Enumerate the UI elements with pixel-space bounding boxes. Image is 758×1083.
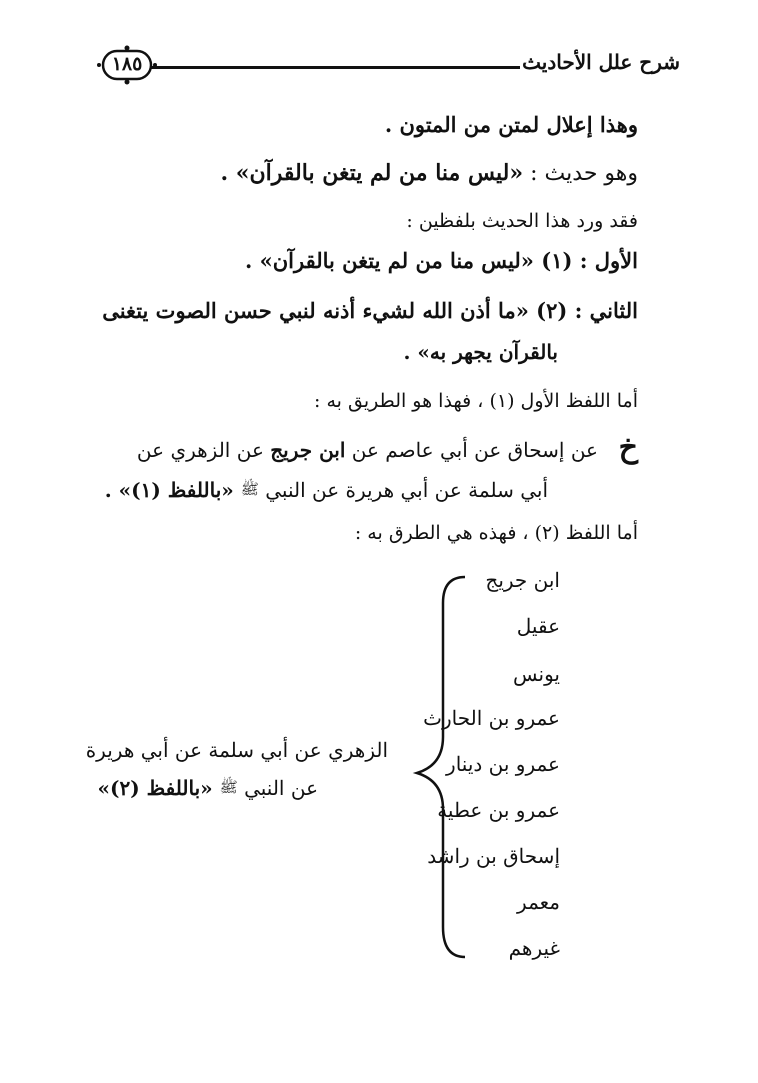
target-b1: عن النبي: [237, 776, 318, 800]
chain-line-1: [137, 438, 598, 462]
grouping-brace-icon: [405, 565, 475, 965]
hadith-intro-line: [220, 160, 638, 186]
page-number-badge: [96, 44, 158, 86]
second-wording: [102, 298, 638, 323]
header-rule: [150, 66, 520, 69]
target-b2: «باللفظ (٢)»: [97, 776, 220, 800]
two-wordings-line: فقد ورد هذا الحديث بلفظين :: [406, 210, 638, 232]
line-illal-matn: وهذا إعلال لمتن من المتون .: [384, 112, 638, 137]
first-text: (١) «ليس منا من لم يتغن بالقرآن» .: [245, 248, 580, 273]
chain2-a: أبي سلمة عن أبي هريرة عن النبي: [258, 478, 548, 502]
hadith-intro: وهو حديث :: [523, 161, 638, 186]
salla-symbol: ﷺ: [240, 480, 259, 498]
chain1-name: ابن جريج: [270, 438, 346, 462]
narrator-item: يونس: [513, 662, 560, 686]
salla-symbol: ﷺ: [219, 778, 238, 796]
page-number: ١٨٥: [111, 53, 143, 75]
narrator-item: عقيل: [516, 614, 560, 638]
chain-line-2: [105, 478, 548, 502]
first-label: الأول :: [579, 248, 638, 273]
common-chain-line-1: الزهري عن أبي سلمة عن أبي هريرة: [85, 738, 388, 762]
chain2-quote: «باللفظ (١)» .: [104, 478, 241, 502]
narrator-item: غيرهم: [508, 936, 560, 960]
second-text-a: (٢) «ما أذن الله لشيء أذنه لنبي حسن الصوت يتغنى: [102, 298, 575, 323]
narrator-item: عمرو بن الحارث: [423, 706, 560, 730]
first-wording: [245, 248, 638, 273]
narrator-item: إسحاق بن راشد: [427, 844, 560, 868]
narrator-item: ابن جريج: [485, 568, 560, 592]
running-header-title: شرح علل الأحاديث: [522, 50, 680, 74]
chain1-a: عن إسحاق عن أبي عاصم عن: [345, 438, 598, 462]
narrator-item: عمرو بن عطية: [437, 798, 560, 822]
second-label: الثاني :: [574, 298, 638, 323]
wording2-intro: أما اللفظ (٢) ، فهذه هي الطرق به :: [354, 522, 638, 544]
wording1-intro: أما اللفظ الأول (١) ، فهذا هو الطريق به :: [314, 390, 638, 412]
narrator-item: معمر: [517, 890, 560, 914]
chain1-b: عن الزهري عن: [136, 438, 271, 462]
bukhari-mark: خ: [618, 430, 638, 465]
common-chain-line-2: [98, 776, 318, 800]
hadith-quote: «ليس منا من لم يتغن بالقرآن» .: [220, 160, 524, 186]
narrator-item: عمرو بن دينار: [446, 752, 560, 776]
second-text-continuation: بالقرآن يجهر به» .: [403, 340, 558, 364]
